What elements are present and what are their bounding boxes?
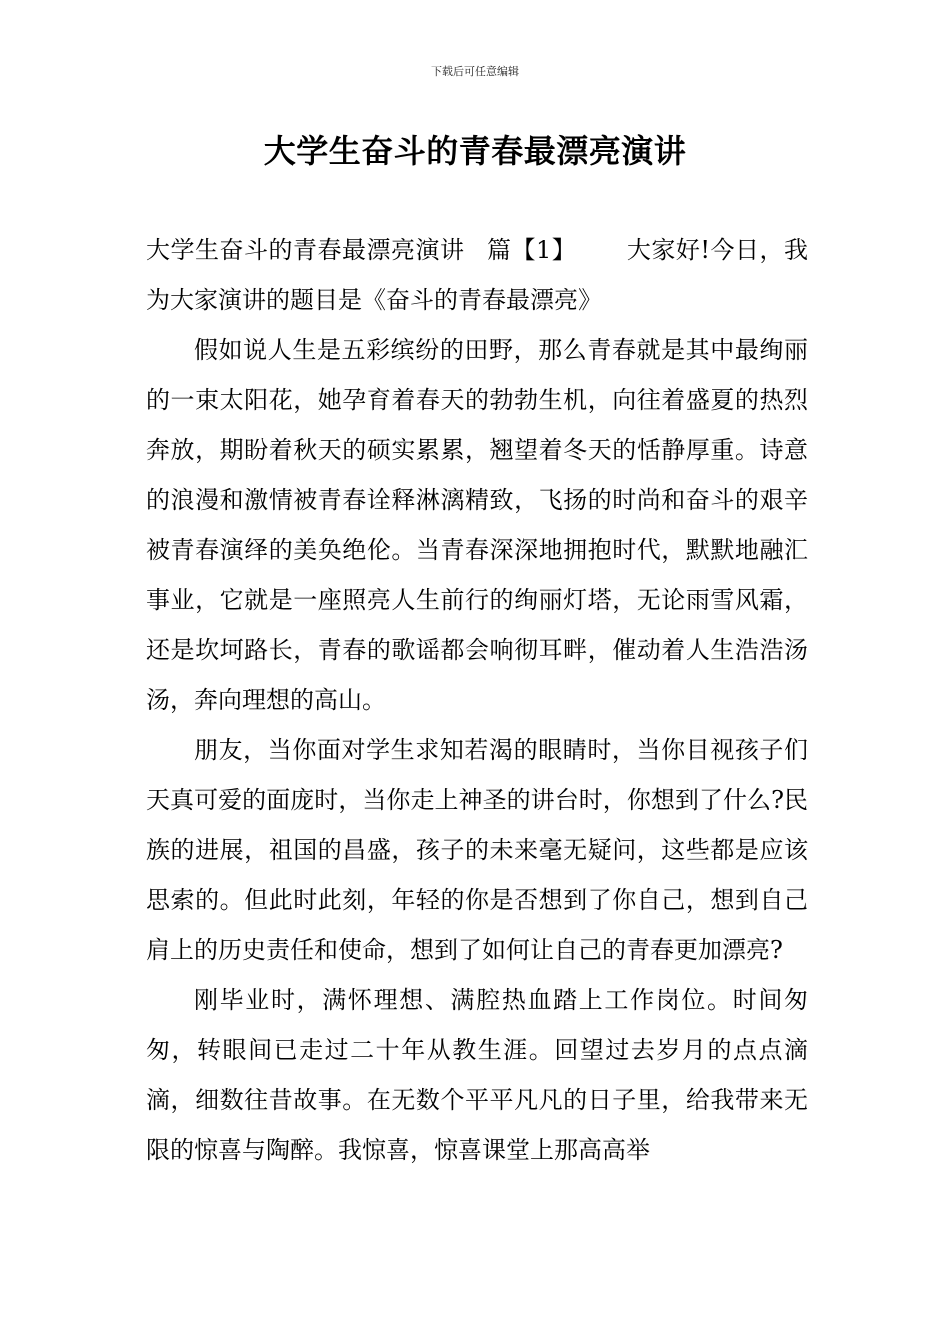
header-note: 下载后可任意编辑 — [431, 65, 519, 78]
body-paragraph-2: 朋友，当你面对学生求知若渴的眼睛时，当你目视孩子们天真可爱的面庞时，当你走上神圣的讲台时，你想到了什么?民族的进展，祖国的昌盛，孩子的未来毫无疑问，这些都是应该思索的。但此时此刻，年轻的你是否想到了你自己，想到自己肩上的历史责任和使命，想到了如何让自己的青春更加漂亮? — [146, 736, 808, 964]
page-title: 大学生奋斗的青春最漂亮演讲 — [263, 132, 687, 170]
greeting-text: 大家好!今日，我为大家演讲的题目是《奋斗的青春最漂亮》 — [146, 236, 808, 314]
body-paragraph-3: 刚毕业时，满怀理想、满腔热血踏上工作岗位。时间匆匆，转眼间已走过二十年从教生涯。回望过去岁月的点点滴滴，细数往昔故事。在无数个平平凡凡的日子里，给我带来无限的惊喜与陶醉。我惊喜，惊喜课堂上那高高举 — [146, 986, 808, 1164]
body-paragraph-1: 假如说人生是五彩缤纷的田野，那么青春就是其中最绚丽的一束太阳花，她孕育着春天的勃勃生机，向往着盛夏的热烈奔放，期盼着秋天的硕实累累，翘望着冬天的恬静厚重。诗意的浪漫和激情被青春诠释淋漓精致，飞扬的时尚和奋斗的艰辛被青春演绎的美奂绝伦。当青春深深地拥抱时代，默默地融汇事业，它就是一座照亮人生前行的绚丽灯塔，无论雨雪风霜，还是坎坷路长，青春的歌谣都会响彻耳畔，催动着人生浩浩汤汤，奔向理想的高山。 — [146, 336, 808, 714]
section-label: 篇【1】 — [486, 236, 577, 264]
intro-paragraph — [146, 225, 808, 325]
document-body — [146, 225, 808, 1175]
intro-heading: 大学生奋斗的青春最漂亮演讲 — [146, 236, 465, 264]
